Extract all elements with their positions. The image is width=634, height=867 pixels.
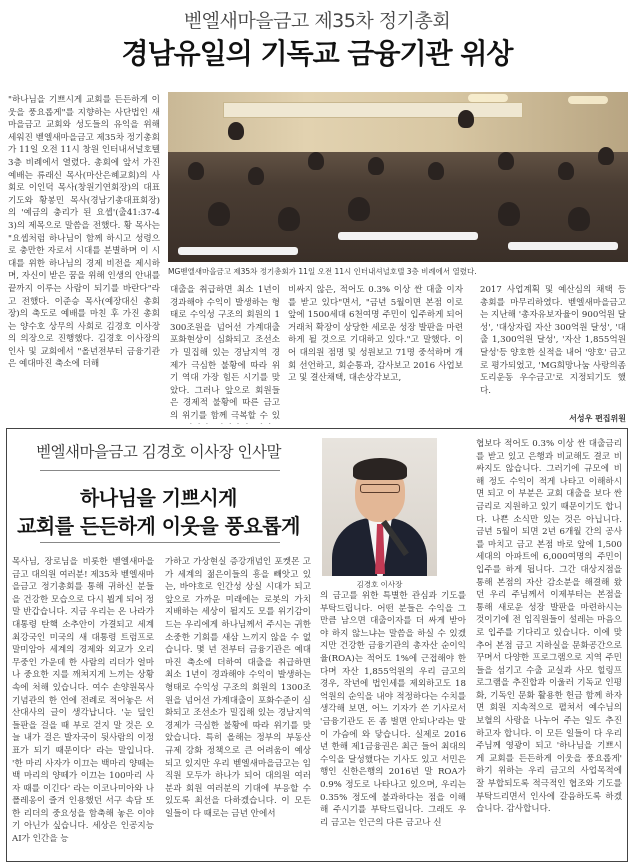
article-column-4: 2017 사업계획 및 예산심의 채택 등 총회를 마무리하였다. 벧엘새마을금고는 지난해 '총자유보자율이 900억원 달성', '대상자립 자산 300억원 달성', '대출 1,300억원 달성', '자산 1,855억원 달성'등 양호한 실적을 내어 '양호' 금고로 평가되었고, 'MG희망나눔 사랑의좀도리운동 우수금고'로 지정되기도 했다. <box>480 285 626 396</box>
greeting-column-3: 의 금고를 위한 특별한 관심과 기도를 부탁드립니다. 어떤 분들은 수익을 그 만큼 남으면 대출이자를 더 싸게 받아야 하지 않느냐는 말씀을 하실 수 있겠지만 건강한 금융기관의 총자산 순이익율(ROA)는 적어도 1%에 근접해야 한다며 자산 1,855억원의 우리 금고의 경우, 작년에 법인세를 제외하고도 18억원의 순익을 내야 적정하다는 수치를 생각해 보면, 어느 기자가 쓴 기사로서 '금융기관도 돈 좀 벌면 안되나'라는 말이 가슴에 와 닿습니다. 실제로 2016년 한해 제1금융권은 최근 들어 최대의 수익을 달성했다는 기사도 있고 서민은행인 신한은행의 2016년 말 ROA가 0.9% 정도로 나타나고 있으며, 우리는 0.35% 정도에 불과하다는 점을 이해해 주시기를 부탁드립니다. 그래도 우리 금고는 인근의 다른 금고나 신 <box>320 591 466 828</box>
photo-caption: MG벧엘새마을금고 제35차 정기총회가 11일 오전 11시 인터내셔널호텔 3층 비례에서 열렸다. <box>168 267 477 276</box>
photo-person <box>278 207 300 231</box>
greeting-title-line1: 하나님을 기쁘시게 <box>79 486 238 510</box>
title-rule <box>40 470 280 471</box>
article-column-3: 비싸지 않은, 적어도 0.3% 이상 싼 대출 이자를 받고 있다"면서, "금년 5월이면 본점 이로 앞에 1500세대 6천여명 주민이 입주하게 되어 거래처 확장이 상당한 세로운 성장 발판을 마련하게 될 것으로 기대하고 있다."고 말했다. 이어 대의원 점명 및 성원보고 71명 중석하며 개회 선언하고, 회순통과, 감사보고 2016 사업보고 및 결산채택, 대손상각보고, <box>288 285 463 384</box>
portrait-glasses <box>360 484 400 493</box>
greeting-subtitle: 벧엘새마을금고 김경호 이사장 인사말 <box>36 443 281 461</box>
photo-light <box>568 96 608 104</box>
title-rule <box>40 542 280 543</box>
greeting-column-2: 가하고 가상현실 증강개념인 포켓몬 고가 세계의 젊은이들의 흥을 빼앗고 있는, 바야흐로 인간성 상실 시대가 되고 앞으로 가까운 미래에는 로봇의 가치 지배하는 세상이 될지도 모를 위기감이 드는 우리에게 하나님께서 주시는 귀한 소중한 기회를 새삼 느끼지 않을 수 없습니다. 몇 년 전부터 금융기관은 예대마진 축소에 더하여 대출을 취급하면 최소 1년이 경과해야 수익이 발생하는 형태로 수익성 구조의 회원의 1300조원을 넘어선 가계대출이 포화수준이 심화되고 조선소가 밀집해 있는 경남지역 경제가 극심한 불황에 따라 위기를 맞았습니다. 특히 올해는 정부의 부동산 규제 강화 정책으로 큰 어려움이 예상되고 있지만 우리 벧엘새마을금고는 임직원 모두가 하나가 되어 대의원 여러분과 회원 여러분의 기대에 부응할 수 있도록 최선을 다하겠습니다. 이 모든 일들이 다 때로는 금년 안에서 <box>165 557 311 819</box>
article-column-1: "하나님을 기쁘시게 교회를 든든하게 이웃을 풍요롭게"를 지향하는 사단법인 새마을금고 교회와 성도들의 유익을 위해 세워진 벧엘새마을금고 제35차 정기총회가 11일 오전 11시 창원 인터내셔널호텔 3층 비례에서 열렸다. 총회에 앞서 가진 예배는 류래신 목사(마산은혜교회)의 사회로 이인덕 목사(창원기연회장)의 대표기도와 황봉민 목사(경남기총대표회장)의 '예금의 충리가 된 요셉'(출41:37-43)의 제목으로 말씀을 전했다. 황 목사는 "요셉처럼 하나님이 함께 하시고 성령으로 충만한 자로서 시대를 분별하며 이 시대를 위한 하나님의 경제 비전을 제시하며, 자신이 받은 꿈을 위해 인생의 안내를 끝까지 이루는 사람이 되기를 바란다"라고 전했다. 이준승 목사(예장대신 총회장)의 축도로 예배를 마친 후 가진 총회는 양수호 상무의 사회로 김경호 이사장의 의장으로 진행했다. 김경호 이사장의 인사 및 교회에서 "올년전부터 금융기관은 예대마진 축소에 더해 <box>8 95 160 370</box>
photo-table <box>508 242 618 250</box>
photo-person <box>498 202 520 226</box>
photo-person <box>558 162 574 180</box>
photo-person <box>248 167 264 185</box>
greeting-column-4: 협보다 적어도 0.3% 이상 싼 대출금리를 받고 있고 은행과 비교해도 결코 비싸지도 않습니다. 그러기에 규모에 비해 정도 수익이 적게 나타고 이해하시면 되고 이 부분은 교회 대출을 보다 싼 금리로 지원하고 있기 때문이기도 합니다. 나쁜 소식만 있는 것은 아닙니다. 금년 5월이 되면 2년 6개월 간의 공사를 마치고 금고 본점 바로 앞에 1,500세대의 아파트에 6,000여명의 주민이 입주를 하게 됩니다. 그간 대상지점을 통해 본점의 자산 감소분을 해결해 왔던 우리 주님께서 이제부터는 본점을 통해 새로운 성장 발판을 마련하시는 것이기에 전 임직원들이 설레는 마음으로 입주를 기다리고 있습니다. 이에 맞추어 본점 금고 지하실을 문화공간으로 꾸며서 다양한 프로그램으로 지역 주민들을 섬기고 수출 교실과 사모 힐링프로그램을 추진합과 이울러 기독교 인평화, 기독인 문화 활용한 헌금 함께 하자면 회원 지속적으로 펼쳐서 예수님의 보혈의 사랑을 나누어 주는 일도 추진하고자 합니다. 이 모든 일들이 다 우리 주님께 영광이 되고 '하나님을 기쁘시게 교회를 든든하게 이웃을 풍요롭게' 하기 위하는 우리 금고의 사업목적에 잘 부합되도록 적극적인 협조와 기도를 부탁드리면서 인사에 갈음하도록 하겠습니다. 감사합니다. <box>476 439 622 815</box>
photo-table <box>178 247 298 255</box>
greeting-title-line2: 교회를 든든하게 이웃을 풍요롭게 <box>17 514 300 538</box>
portrait-hair <box>353 458 407 480</box>
photo-person <box>348 197 370 221</box>
article-headline: 경남유일의 기독교 금융기관 위상 <box>121 37 513 70</box>
chairman-portrait <box>322 438 437 576</box>
photo-banner <box>223 102 523 118</box>
photo-person <box>228 122 244 140</box>
greeting-column-1: 목사님, 장로님을 비롯한 벧엘새마을금고 대의원 여러분! 제35차 벧엘새마을금고 정기총회를 통해 귀하신 분들을 건강한 모습으로 다시 뵙게 되어 정말 반갑습니다. 지금 우리는 온 나라가 대통령 탄핵 소추안이 가결되고 세계 최강국인 미국의 새 대통령 트럼프로 말미암아 세계의 경제와 외교가 오리무중인 가운데 한 사람의 리더가 얼마나 중요한 지를 깨쳐지게 느끼는 상황 속에 처해 있습니다. 여수 손양원목사 기념관의 한 언에 전례로 적어놓은 서산대사의 글이 생각납니다. '눈 덮인 들판을 걸을 때 부로 걷지 말 것은 오늘 내가 걸은 발자국이 뒷사람의 이정표가 되기 때문이다' 라는 말입니다. '한 마리 사자가 이끄는 백마리 양떼는 백 마리의 양떼가 이끄는 100마리 사자 때를 이긴다' 라는 이코나미아와 나폴레옹이 즐겨 인용했던 서구 속담 또한 리더의 중요성을 함축해 놓은 이야기 아닌가 싶습니다. 세상은 인공지능 AI가 인간을 능 <box>12 557 154 845</box>
photo-person <box>458 110 474 128</box>
photo-person <box>498 152 514 170</box>
photo-person <box>308 152 324 170</box>
photo-person <box>428 162 444 180</box>
photo-person <box>568 207 590 231</box>
portrait-caption: 김경호 이사장 <box>356 580 403 589</box>
general-meeting-photo <box>168 92 628 262</box>
photo-light <box>468 94 508 102</box>
article-column-2: 대출을 취급하면 최소 1년이 경과해야 수익이 발생하는 형태로 수익성 구조의 회원의 1300조원을 넘어선 가계대출 포화현상이 심화되고 조선소가 밀집해 있는 경남지역 경제가 극심한 불황에 따라 위기 역대 가장 힘든 시기를 맞았다. 그러나 앞으로 회원들은 경제적 불황에 따른 금고의 위기를 함께 극복할 수 있 <box>170 285 280 421</box>
photo-person <box>598 147 614 165</box>
article-subtitle: 벧엘새마을금고 제35차 정기총회 <box>183 10 451 32</box>
photo-person <box>188 162 204 180</box>
photo-person <box>208 202 230 226</box>
photo-table <box>338 232 478 240</box>
byline: 서성우 편집위원 <box>569 414 626 423</box>
photo-person <box>368 157 384 175</box>
